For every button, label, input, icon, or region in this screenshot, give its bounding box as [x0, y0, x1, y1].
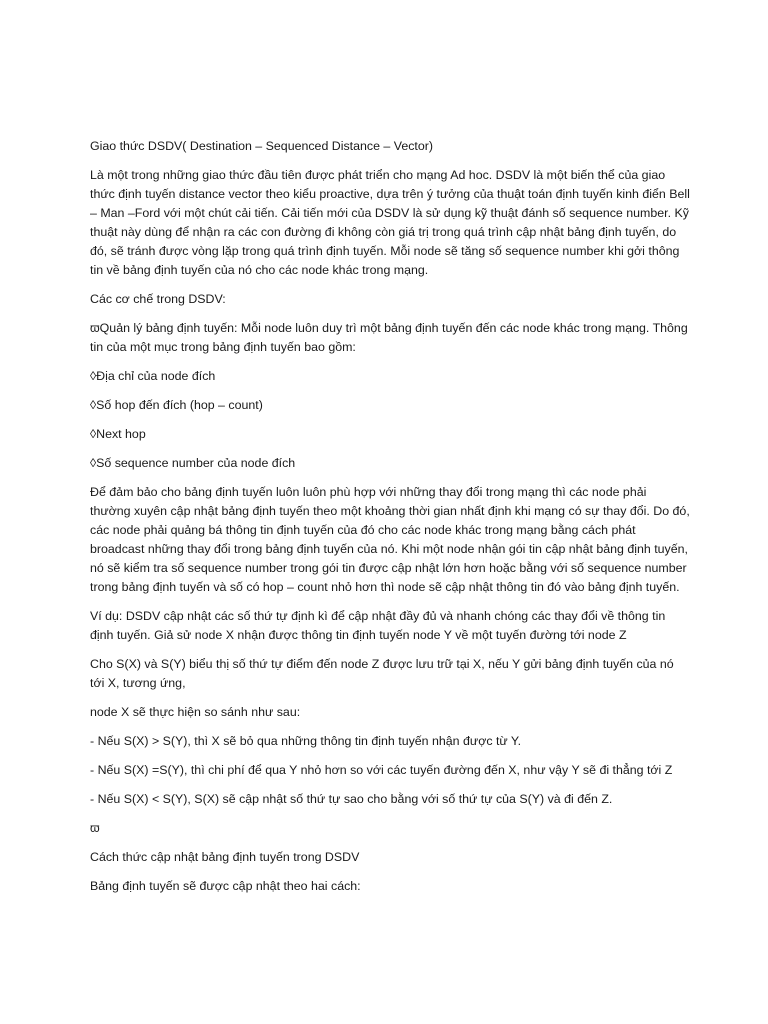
case-3: - Nếu S(X) < S(Y), S(X) sẽ cập nhật số thứ tự sao cho bằng với số thứ tự của S(Y) và đi đến Z.	[90, 792, 613, 806]
case-1: - Nếu S(X) > S(Y), thì X sẽ bỏ qua những thông tin định tuyến nhận được từ Y.	[90, 734, 522, 748]
sxsy-paragraph: Cho S(X) và S(Y) biểu thị số thứ tự điểm đến node Z được lưu trữ tại X, nếu Y gửi bảng định tuyến của nó tới X, tương ứng,	[90, 657, 674, 690]
table-management-paragraph: ϖQuản lý bảng định tuyến: Mỗi node luôn duy trì một bảng định tuyến đến các node khác trong mạng. Thông tin của một mục trong bảng định tuyến bao gồm:	[90, 321, 688, 354]
mechanisms-heading: Các cơ chế trong DSDV:	[90, 292, 226, 306]
update-heading: Cách thức cập nhật bảng định tuyến trong DSDV	[90, 850, 360, 864]
example-paragraph: Ví dụ: DSDV cập nhật các số thứ tự định kì để cập nhật đầy đủ và nhanh chóng các thay đổi về thông tin định tuyến. Giả sử node X nhận được thông tin định tuyến node Y về một tuyến đường tới node Z	[90, 609, 666, 642]
symbol-line: ϖ	[90, 821, 100, 835]
intro-paragraph: Là một trong những giao thức đầu tiên được phát triển cho mạng Ad hoc. DSDV là một biến thể của giao thức định tuyến distance vector theo kiểu proactive, dựa trên ý tưởng của thuật toán định tuyến kinh điển Bell – Man –Ford với một chút cải tiến. Cải tiến mới của DSDV là sử dụng kỹ thuật đánh số sequence number. Kỹ thuật này dùng để nhận ra các con đường đi không còn giá trị trong quá trình cập nhật bảng định tuyến, do đó, sẽ tránh được vòng lặp trong quá trình định tuyến. Mỗi node sẽ tăng số sequence number khi gởi thông tin về bảng định tuyến của nó cho các node khác trong mạng.	[90, 168, 690, 277]
list-item: ◊Địa chỉ của node đích	[90, 369, 216, 383]
update-ways: Bảng định tuyến sẽ được cập nhật theo hai cách:	[90, 879, 361, 893]
list-item: ◊Số hop đến đích (hop – count)	[90, 398, 263, 412]
document-title: Giao thức DSDV( Destination – Sequenced Distance – Vector)	[90, 139, 434, 153]
update-paragraph: Để đảm bảo cho bảng định tuyến luôn luôn phù hợp với những thay đổi trong mạng thì các node phải thường xuyên cập nhật bảng định tuyến theo một khoảng thời gian nhất định khi mạng có sự thay đổi. Do đó, các node phải quảng bá thông tin định tuyến của đó cho các node khác trong mạng bằng cách phát broadcast những thay đổi trong bảng định tuyến của nó. Khi một node nhận gói tin cập nhật bảng định tuyến, nó sẽ kiểm tra số sequence number trong gói tin được cập nhật lớn hơn hoặc bằng với số sequence number trong bảng định tuyến và số có hop – count nhỏ hơn thì node sẽ cập nhật thông tin đó vào bảng định tuyến.	[90, 485, 690, 594]
case-2: - Nếu S(X) =S(Y), thì chi phí để qua Y nhỏ hơn so với các tuyến đường đến X, như vậy Y sẽ đi thẳng tới Z	[90, 763, 673, 777]
compare-paragraph: node X sẽ thực hiện so sánh như sau:	[90, 705, 301, 719]
document-page	[90, 137, 690, 906]
list-item: ◊Số sequence number của node đích	[90, 456, 296, 470]
list-item: ◊Next hop	[90, 427, 146, 441]
